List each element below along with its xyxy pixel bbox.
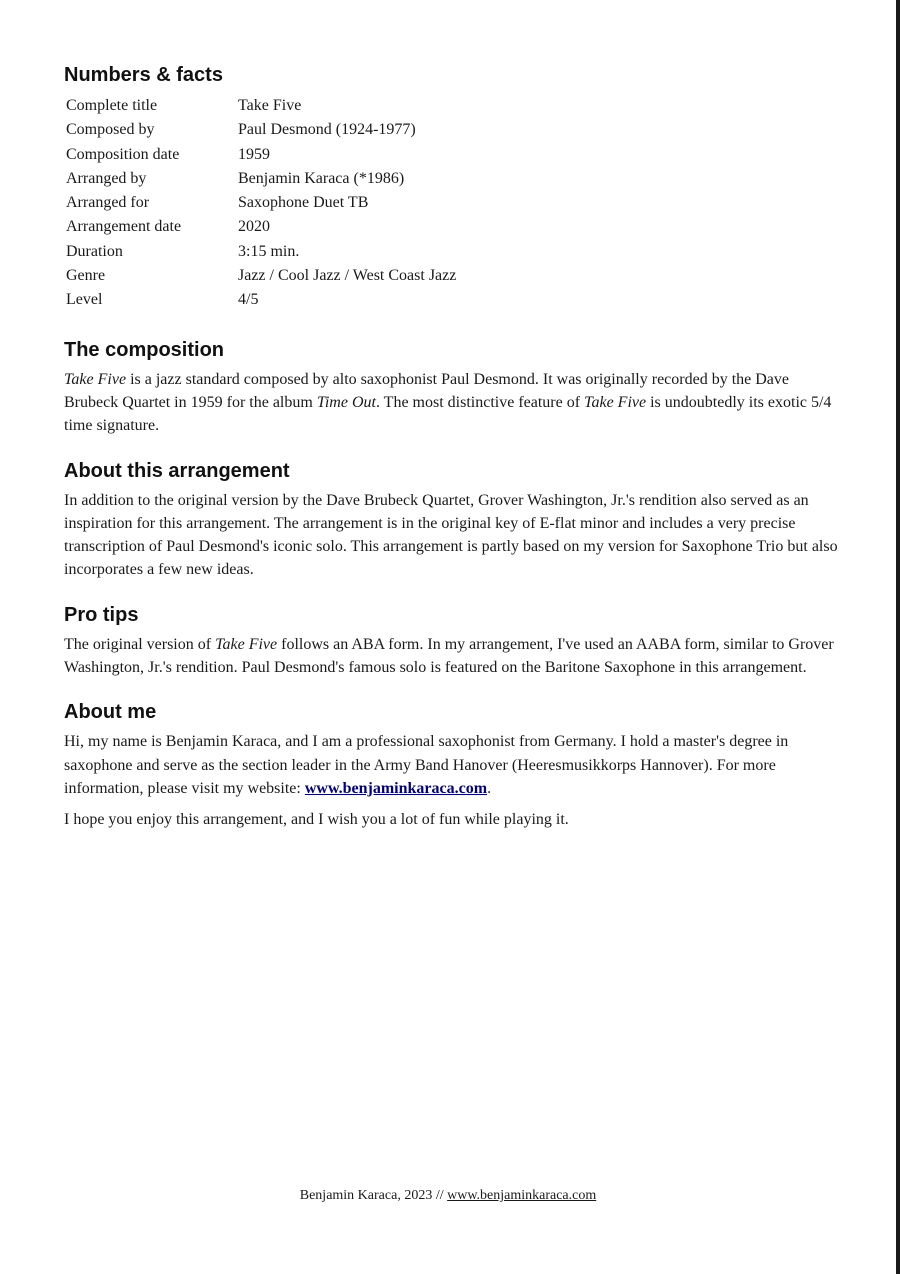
- text-span: Hi, my name is Benjamin Karaca, and I am a professional saxophonist from Germany. I hold a master's degree in saxophone and serve as the section leader in the Army Band Hanover (Heeresmusikkorps Hannover). For more information, please visit my website:: [64, 733, 789, 797]
- pro-tips-heading: Pro tips: [64, 603, 139, 626]
- text-span: is a jazz standard composed by alto saxophonist Paul Desmond. It was originally recorded by the Dave Brubeck Quartet in 1959 for the album: [64, 370, 790, 411]
- text-span: .: [487, 779, 492, 797]
- table-row: [66, 215, 456, 239]
- page-content: [64, 62, 840, 840]
- about-me-paragraph: [64, 730, 840, 800]
- arrangement-heading: About this arrangement: [64, 459, 290, 482]
- footer-text: Benjamin Karaca, 2023 //: [299, 1188, 448, 1203]
- composition-paragraph: [64, 368, 840, 438]
- fact-value: 2020: [238, 218, 270, 236]
- table-row: [66, 240, 456, 264]
- table-row: [66, 288, 456, 312]
- fact-label: Arranged for: [66, 194, 150, 212]
- composition-section: [64, 337, 840, 438]
- album-emphasis: Time Out: [316, 393, 376, 411]
- arrangement-paragraph: In addition to the original version by the Dave Brubeck Quartet, Grover Washington, Jr.'s rendition also served as an inspiration for this arrangement. The arrangement is in the original key of E-flat minor and includes a very precise transcription of Paul Desmond's iconic solo. This arrangement is partly based on my version for Saxophone Trio but also incorporates a few new ideas.: [64, 491, 838, 579]
- fact-label: Duration: [66, 242, 123, 260]
- closing-paragraph: I hope you enjoy this arrangement, and I wish you a lot of fun while playing it.: [64, 811, 569, 829]
- footer-website-link[interactable]: www.benjaminkaraca.com: [447, 1188, 597, 1203]
- fact-label: Genre: [66, 267, 106, 285]
- arrangement-section: [64, 458, 840, 582]
- fact-value: Take Five: [238, 97, 302, 114]
- table-row: [66, 118, 456, 142]
- fact-label: Composition date: [66, 145, 180, 163]
- fact-label: Arranged by: [66, 169, 147, 187]
- text-span: The original version of: [64, 635, 216, 653]
- fact-value: Jazz / Cool Jazz / West Coast Jazz: [238, 267, 457, 285]
- text-span: is undoubtedly its exotic 5/4 time signature.: [64, 393, 832, 435]
- facts-heading: Numbers & facts: [64, 64, 223, 86]
- table-row: [66, 264, 456, 288]
- fact-label: Arrangement date: [66, 218, 182, 236]
- text-span: . The most distinctive feature of: [375, 393, 585, 411]
- about-me-section: [64, 699, 840, 831]
- text-span: follows an ABA form. In my arrangement, I've used an AABA form, similar to Grover Washington, Jr.'s rendition. Paul Desmond's famous solo is featured on the Baritone Saxophone in this arrangement.: [64, 635, 834, 677]
- about-me-heading: About me: [64, 701, 157, 724]
- table-row: [66, 143, 456, 167]
- title-emphasis: Take Five: [584, 393, 647, 411]
- fact-label: Composed by: [66, 121, 155, 139]
- table-row: [66, 94, 456, 118]
- fact-value: Saxophone Duet TB: [238, 194, 369, 212]
- website-link[interactable]: www.benjaminkaraca.com: [304, 779, 488, 797]
- pro-tips-section: [64, 602, 840, 680]
- table-row: [66, 167, 456, 191]
- fact-label: Level: [66, 291, 103, 309]
- facts-table: [66, 94, 456, 313]
- title-emphasis: Take Five: [215, 635, 278, 653]
- table-row: [66, 191, 456, 215]
- fact-value: Benjamin Karaca (*1986): [238, 169, 405, 187]
- fact-value: 1959: [238, 145, 270, 163]
- fact-value: 3:15 min.: [238, 242, 300, 260]
- fact-value: Paul Desmond (1924-1977): [238, 121, 416, 139]
- pro-tips-paragraph: [64, 633, 840, 680]
- title-emphasis: Take Five: [64, 370, 127, 388]
- composition-heading: The composition: [64, 338, 224, 361]
- fact-value: 4/5: [238, 291, 259, 309]
- fact-label: Complete title: [66, 97, 158, 114]
- page-footer: [0, 1186, 896, 1206]
